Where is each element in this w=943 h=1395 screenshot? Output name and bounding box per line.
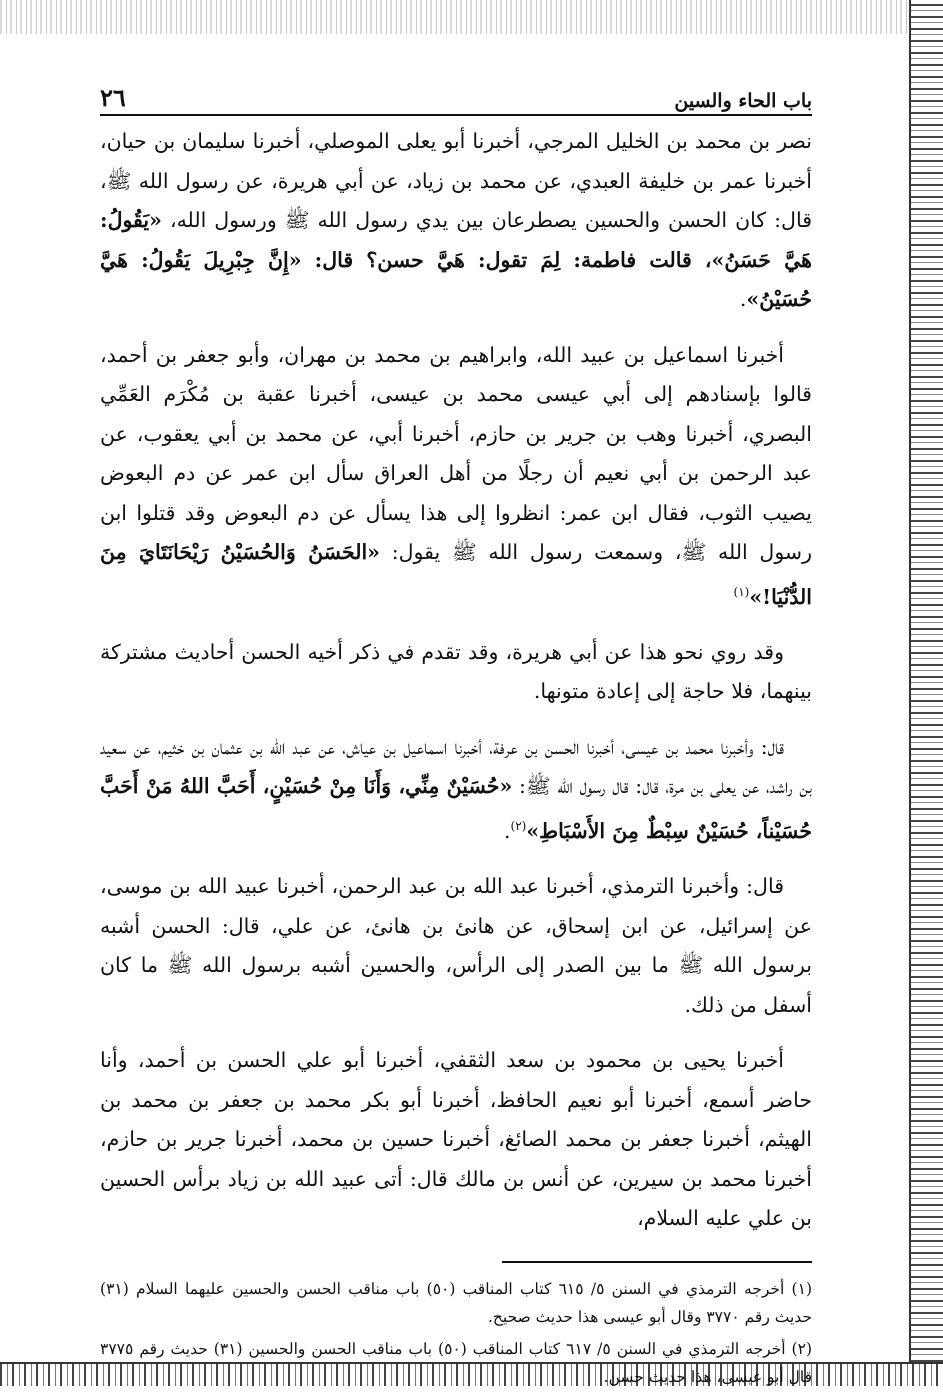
footnote-ref: (١) (733, 584, 750, 599)
paragraph-text: قال: وأخبرنا الترمذي، أخبرنا عبد الله بن عبد الرحمن، أخبرنا عبيد الله بن موسى، عن إسرائيل، عن ابن إسحاق، عن هانئ بن هانئ، عن علي، قال: الحسن أشبه برسول الله ﷺ ما بين الصدر إلى الرأس، والحسين أشبه برسول الله ﷺ ما كان أسفل من ذلك. (100, 874, 812, 1017)
paragraph-tail: . (739, 287, 747, 311)
hadith-quote: «حُسَيْنٌ مِنِّي، وَأَنَا مِنْ حُسَيْنٍ، أَحَبَّ اللهُ مَنْ أَحَبَّ حُسَيْناً، حُسَيْنٌ سِبْطٌ مِنَ الأَسْبَاطِ» (100, 774, 812, 843)
paragraph-4 (100, 728, 812, 851)
paragraph-text: وقد روي نحو هذا عن أبي هريرة، وقد تقدم في ذكر أخيه الحسن أحاديث مشتركة بينهما، فلا حاجة إلى إعادة متونها. (100, 639, 812, 704)
paragraph-tail: . (503, 818, 511, 843)
paragraph-5 (100, 867, 812, 1025)
footnote-ref: (٢) (510, 818, 527, 833)
chapter-title: باب الحاء والسين (674, 90, 812, 112)
paragraph-6 (100, 1041, 812, 1239)
paragraph-1 (100, 122, 812, 320)
paragraph-3 (100, 633, 812, 712)
page-number: ٢٦ (100, 83, 126, 112)
footnote-divider (502, 1261, 812, 1263)
paragraph-text: أخبرنا يحيى بن محمود بن سعد الثقفي، أخبرنا أبو علي الحسن بن أحمد، وأنا حاضر أسمع، أخبرنا أبو نعيم الحافظ، أخبرنا أبو بكر محمد بن جعفر بن محمد بن الهيثم، أخبرنا جعفر بن محمد الصائغ، أخبرنا حسين بن محمد، أخبرنا جرير بن حازم، أخبرنا محمد بن سيرين، عن أنس بن مالك قال: أتى عبيد الله بن زياد برأس الحسين بن علي عليه السلام، (100, 1048, 812, 1231)
book-page (100, 78, 812, 1395)
footnote-1: (١) أخرجه الترمذي في السنن ٥/ ٦١٥ كتاب المناقب (٥٠) باب مناقب الحسن والحسين عليهما السلام (٣١) حديث رقم ٣٧٧٠ وقال أبو عيسى هذا حديث صحيح. (100, 1279, 812, 1326)
page-border-right (909, 0, 943, 1386)
hadith-quote: «يَقُولُ: هَيَّ حَسَنُ»، قالت فاطمة: لِمَ تقول: هَيَّ حسن؟ قال: «إِنَّ جِبْرِيلَ يَقُولُ: هَيَّ حُسَيْنُ» (100, 208, 812, 311)
page-border-top (0, 0, 943, 34)
hadith-quote: «الحَسَنُ وَالحُسَيْنُ رَيْحَانَتَايَ مِنَ الدُّنْيَا!» (100, 540, 812, 609)
page-header (100, 78, 812, 116)
footnote-2: (٢) أخرجه الترمذي في السنن ٥/ ٦١٧ كتاب المناقب (٥٠) باب مناقب الحسن والحسين (٣١) حديث رقم ٣٧٧٥ قال أبو عيسى، هذا حديث حسن. (100, 1339, 812, 1386)
paragraph-2 (100, 336, 812, 617)
paragraph-text: نصر بن محمد بن الخليل المرجي، أخبرنا أبو يعلى الموصلي، أخبرنا سليمان بن حيان، أخبرنا عمر بن خليفة العبدي، عن محمد بن زياد، عن أبي هريرة، عن رسول الله ﷺ، قال: كان الحسن والحسين يصطرعان بين يدي رسول الله ﷺ ورسول الله، (100, 129, 812, 232)
paragraph-text: أخبرنا اسماعيل بن عبيد الله، وابراهيم بن محمد بن مهران، وأبو جعفر بن أحمد، قالوا بإسنادهم إلى أبي عيسى محمد بن عيسى، أخبرنا عقبة بن مُكْرَم العَمِّي البصري، أخبرنا وهب بن جرير بن حازم، أخبرنا أبي، عن محمد بن أبي يعقوب، عن عبد الرحمن بن أبي نعيم أن رجلًا من أهل العراق سأل ابن عمر عن دم البعوض يصيب الثوب، فقال ابن عمر: انظروا إلى هذا يسأل عن دم البعوض وقد قتلوا ابن رسول الله ﷺ، وسمعت رسول الله ﷺ يقول: (100, 342, 812, 564)
paragraph-text: قال: وأخبرنا محمد بن عيسى، أخبرنا الحسن بن عرفة، أخبرنا اسماعيل بن عياش، عن عبد الله بن عثمان بن خثيم، عن سعيد بن راشد، عن يعلى بن مرة، قال: قال رسول الله ﷺ: (100, 734, 812, 799)
